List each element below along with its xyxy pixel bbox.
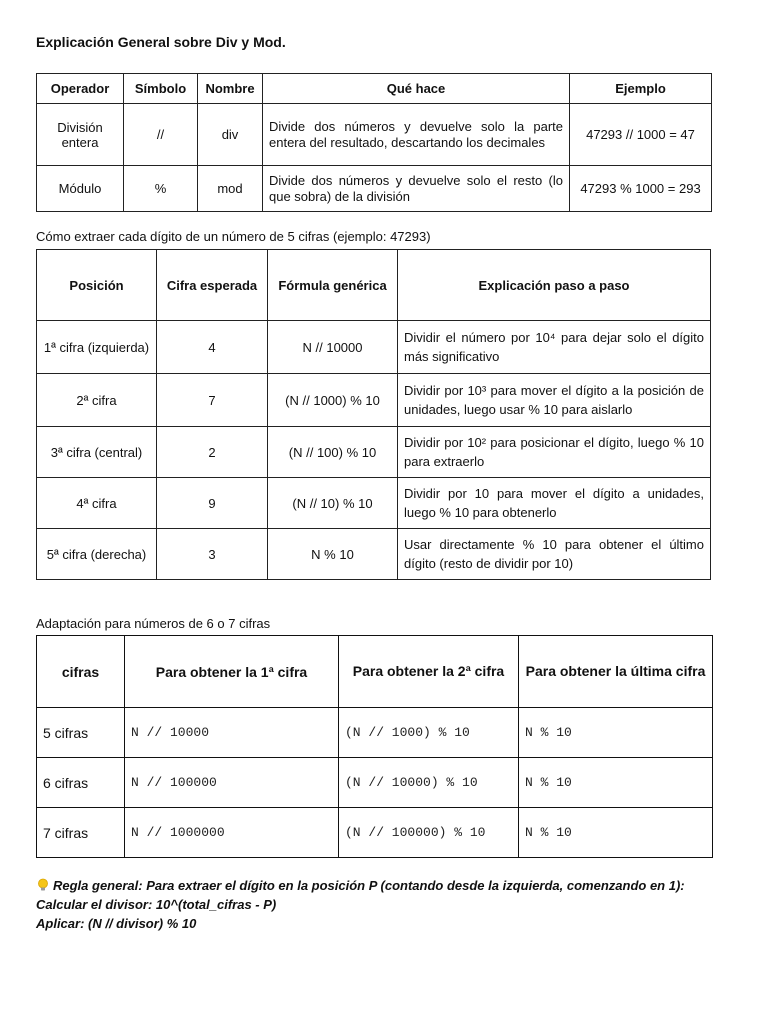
cell-explicacion: Dividir por 10 para mover el dígito a unidades, luego % 10 para obtenerlo	[398, 478, 711, 529]
header-ejemplo: Ejemplo	[570, 74, 712, 104]
cell-ejemplo: 47293 // 1000 = 47	[570, 104, 712, 166]
cell-cifras: 6 cifras	[37, 758, 125, 808]
table-row	[37, 427, 711, 478]
cell-posicion: 1ª cifra (izquierda)	[37, 321, 157, 374]
cell-que-hace: Divide dos números y devuelve solo el resto (lo que sobra) de la división	[263, 166, 570, 212]
table2-caption: Cómo extraer cada dígito de un número de 5 cifras (ejemplo: 47293)	[36, 229, 431, 244]
cell-explicacion: Dividir por 10³ para mover el dígito a la posición de unidades, luego usar % 10 para aislarlo	[398, 374, 711, 427]
cell-explicacion: Dividir el número por 10⁴ para dejar solo el dígito más significativo	[398, 321, 711, 374]
header-explicacion: Explicación paso a paso	[398, 250, 711, 321]
cell-cifra: 4	[157, 321, 268, 374]
cell-simbolo: //	[124, 104, 198, 166]
cell-ejemplo: 47293 % 1000 = 293	[570, 166, 712, 212]
header-que-hace: Qué hace	[263, 74, 570, 104]
header-posicion: Posición	[37, 250, 157, 321]
cell-cifra: 3	[157, 529, 268, 580]
rule-line-3: Aplicar: (N // divisor) % 10	[36, 916, 197, 931]
table-header-row	[37, 636, 713, 708]
cell-que-hace: Divide dos números y devuelve solo la parte entera del resultado, descartando los decimales	[263, 104, 570, 166]
table-header-row	[37, 74, 712, 104]
cell-nombre: mod	[198, 166, 263, 212]
header-segunda-cifra: Para obtener la 2ª cifra	[339, 636, 519, 708]
cell-primera: N // 100000	[125, 758, 339, 808]
cell-cifra: 9	[157, 478, 268, 529]
table-row	[37, 374, 711, 427]
cell-cifras: 7 cifras	[37, 808, 125, 858]
cell-explicacion: Dividir por 10² para posicionar el dígito, luego % 10 para extraerlo	[398, 427, 711, 478]
cell-formula: (N // 1000) % 10	[268, 374, 398, 427]
table-row	[37, 708, 713, 758]
cell-cifra: 2	[157, 427, 268, 478]
cell-posicion: 2ª cifra	[37, 374, 157, 427]
table-row	[37, 104, 712, 166]
header-simbolo: Símbolo	[124, 74, 198, 104]
table-row	[37, 529, 711, 580]
cell-posicion: 4ª cifra	[37, 478, 157, 529]
header-cifra-esperada: Cifra esperada	[157, 250, 268, 321]
header-formula-generica: Fórmula genérica	[268, 250, 398, 321]
rule-line-1-text: Regla general: Para extraer el dígito en la posición P (contando desde la izquierda, comenzando en 1):	[53, 878, 685, 893]
cell-nombre: div	[198, 104, 263, 166]
header-primera-cifra: Para obtener la 1ª cifra	[125, 636, 339, 708]
digit-extraction-table	[36, 249, 711, 580]
table-row	[37, 478, 711, 529]
cell-formula: N % 10	[268, 529, 398, 580]
cell-posicion: 3ª cifra (central)	[37, 427, 157, 478]
rule-line-1	[36, 876, 685, 895]
general-rule	[36, 876, 685, 933]
cell-formula: (N // 10) % 10	[268, 478, 398, 529]
div-mod-table	[36, 73, 712, 212]
rule-line-2: Calcular el divisor: 10^(total_cifras - P)	[36, 897, 277, 912]
table-row	[37, 758, 713, 808]
cell-segunda: (N // 1000) % 10	[339, 708, 519, 758]
header-ultima-cifra: Para obtener la última cifra	[519, 636, 713, 708]
cell-primera: N // 1000000	[125, 808, 339, 858]
lightbulb-icon	[36, 878, 50, 892]
cell-formula: (N // 100) % 10	[268, 427, 398, 478]
cell-operador: División entera	[37, 104, 124, 166]
header-operador: Operador	[37, 74, 124, 104]
cell-cifras: 5 cifras	[37, 708, 125, 758]
cell-formula: N // 10000	[268, 321, 398, 374]
cell-cifra: 7	[157, 374, 268, 427]
document-title: Explicación General sobre Div y Mod.	[36, 34, 286, 50]
table-row	[37, 166, 712, 212]
header-nombre: Nombre	[198, 74, 263, 104]
table-header-row	[37, 250, 711, 321]
cell-primera: N // 10000	[125, 708, 339, 758]
table-row	[37, 321, 711, 374]
table3-caption: Adaptación para números de 6 o 7 cifras	[36, 616, 271, 631]
cell-segunda: (N // 10000) % 10	[339, 758, 519, 808]
cell-posicion: 5ª cifra (derecha)	[37, 529, 157, 580]
cell-operador: Módulo	[37, 166, 124, 212]
cell-segunda: (N // 100000) % 10	[339, 808, 519, 858]
cell-explicacion: Usar directamente % 10 para obtener el último dígito (resto de dividir por 10)	[398, 529, 711, 580]
cell-ultima: N % 10	[519, 808, 713, 858]
table-row	[37, 808, 713, 858]
cell-ultima: N % 10	[519, 708, 713, 758]
header-cifras: cifras	[37, 636, 125, 708]
cell-ultima: N % 10	[519, 758, 713, 808]
cell-simbolo: %	[124, 166, 198, 212]
adaptation-table	[36, 635, 713, 858]
